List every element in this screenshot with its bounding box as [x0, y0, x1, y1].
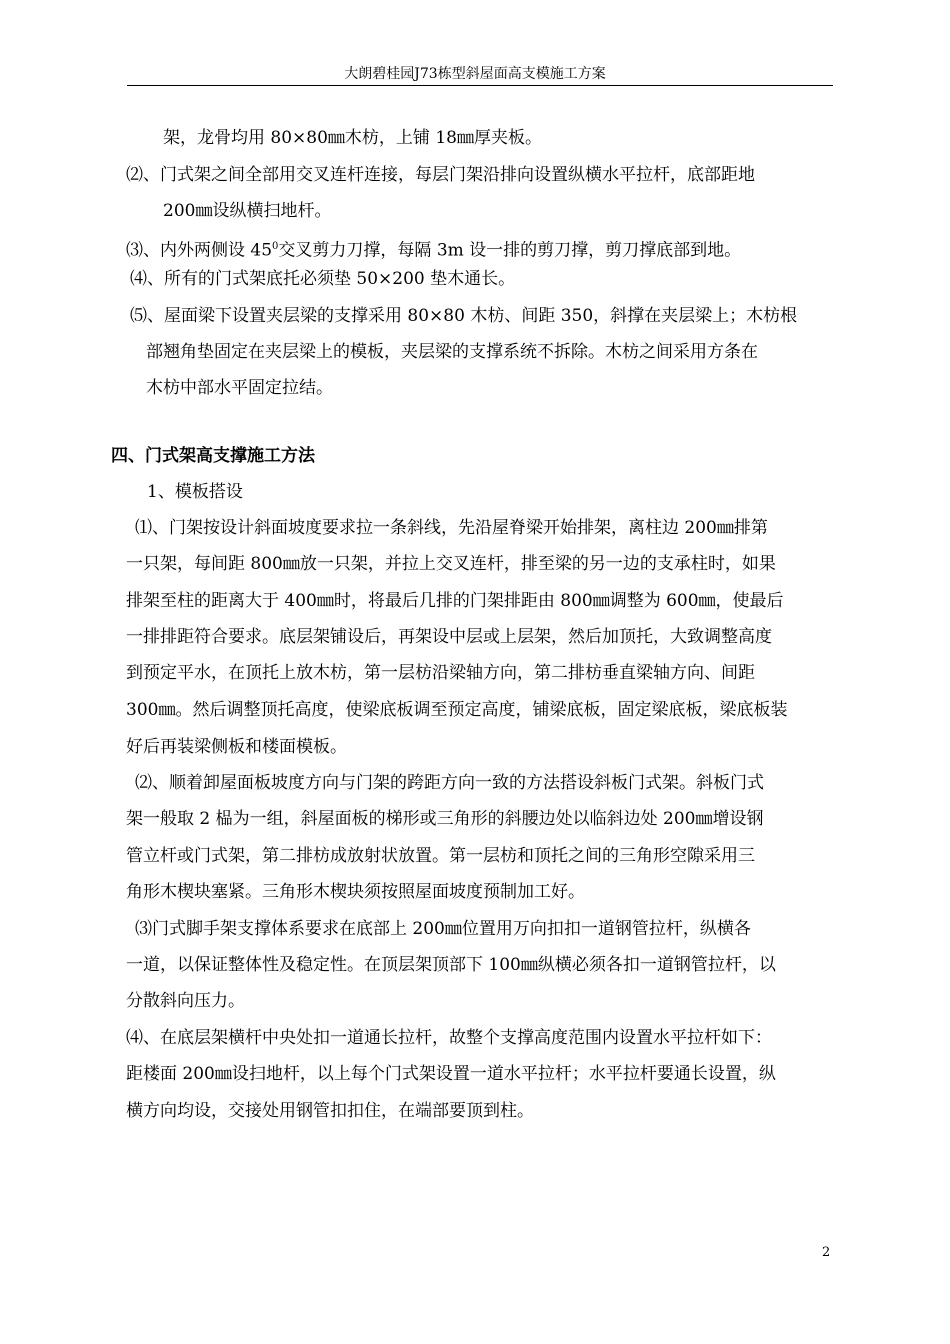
header-divider: [127, 85, 833, 86]
text-line: 到预定平水，在顶托上放木枋，第一层枋沿梁轴方向，第二排枋垂直梁轴方向、间距: [126, 663, 755, 683]
text-segment: ⑶、内外两侧设 45: [126, 240, 273, 261]
text-line: 好后再装梁侧板和楼面模板。: [126, 737, 347, 757]
text-line: 横方向均设，交接处用钢管扣扣住，在端部要顶到柱。: [126, 1101, 534, 1121]
text-line: 分散斜向压力。: [126, 991, 245, 1011]
subsection-heading: 1、模板搭设: [147, 482, 243, 502]
text-line: ⑸、屋面梁下设置夹层梁的支撑采用 80×80 木枋、间距 350，斜撑在夹层梁上；木枋根: [130, 306, 798, 326]
text-segment: 交叉剪力刀撑，每隔 3m 设一排的剪刀撑，剪刀撑底部到地。: [278, 240, 742, 261]
text-line: 一只架，每间距 800㎜放一只架，并拉上交叉连杆，排至梁的另一边的支承柱时，如果: [126, 554, 776, 574]
section-heading: 四、门式架高支撑施工方法: [111, 446, 315, 466]
text-line: 架，龙骨均用 80×80㎜木枋，上铺 18㎜厚夹板。: [163, 128, 542, 148]
text-line: 一道，以保证整体性及稳定性。在顶层架顶部下 100㎜纵横必须各扣一道钢管拉杆，以: [126, 955, 776, 975]
text-line: 木枋中部水平固定拉结。: [146, 378, 333, 398]
text-line: 300㎜。然后调整顶托高度，使梁底板调至预定高度，铺梁底板，固定梁底板，梁底板装: [126, 700, 788, 720]
text-line: 200㎜设纵横扫地杆。: [163, 201, 332, 221]
text-line: ⑷、在底层架横杆中央处扣一道通长拉杆，故整个支撑高度范围内设置水平拉杆如下：: [126, 1028, 772, 1048]
text-line: 部翘角垫固定在夹层梁上的模板，夹层梁的支撑系统不拆除。木枋之间采用方条在: [146, 342, 758, 362]
text-line: ⑶门式脚手架支撑体系要求在底部上 200㎜位置用万向扣扣一道钢管拉杆，纵横各: [135, 919, 751, 939]
text-line: 距楼面 200㎜设扫地杆，以上每个门式架设置一道水平拉杆；水平拉杆要通长设置，纵: [126, 1064, 776, 1084]
degree-superscript: 0: [272, 241, 279, 252]
text-line: [126, 235, 741, 263]
page-header-title: 大朗碧桂园J73栋型斜屋面高支模施工方案: [344, 66, 606, 82]
text-line: ⑷、所有的门式架底托必须垫 50×200 垫木通长。: [130, 269, 516, 289]
text-line: ⑵、门式架之间全部用交叉连杆连接，每层门架沿排向设置纵横水平拉杆，底部距地: [126, 165, 755, 185]
text-line: 一排排距符合要求。底层架铺设后，再架设中层或上层架，然后加顶托，大致调整高度: [126, 627, 772, 647]
text-line: 管立杆或门式架，第二排枋成放射状放置。第一层枋和顶托之间的三角形空隙采用三: [126, 846, 755, 866]
text-line: 角形木楔块塞紧。三角形木楔块须按照屋面坡度预制加工好。: [126, 882, 585, 902]
text-line: 架一般取 2 榀为一组，斜屋面板的梯形或三角形的斜腰边处以临斜边处 200㎜增设钢: [126, 809, 764, 829]
text-line: ⑵、顺着卸屋面板坡度方向与门架的跨距方向一致的方法搭设斜板门式架。斜板门式: [135, 773, 764, 793]
text-line: ⑴、门架按设计斜面坡度要求拉一条斜线，先沿屋脊梁开始排架，离柱边 200㎜排第: [135, 518, 768, 538]
page-number: 2: [822, 1245, 831, 1260]
text-line: 排架至柱的距离大于 400㎜时，将最后几排的门架排距由 800㎜调整为 600㎜，使最后: [126, 591, 784, 611]
